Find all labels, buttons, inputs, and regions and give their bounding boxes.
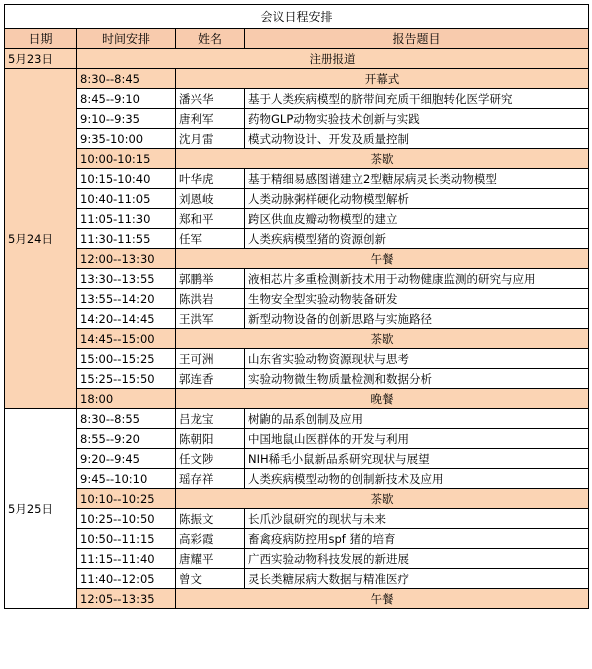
time-cell: 8:45--9:10 xyxy=(77,89,176,109)
table-row xyxy=(5,509,589,529)
talk-title: 长爪沙鼠研究的现状与未来 xyxy=(245,509,589,529)
table-row xyxy=(5,529,589,549)
time-cell: 11:15--11:40 xyxy=(77,549,176,569)
table-row xyxy=(5,109,589,129)
event-row xyxy=(5,69,589,89)
table-row xyxy=(5,449,589,469)
table-title: 会议日程安排 xyxy=(5,5,589,29)
event-title: 注册报道 xyxy=(77,49,589,69)
speaker-name: 唐耀平 xyxy=(176,549,245,569)
speaker-name: 郭连香 xyxy=(176,369,245,389)
table-row xyxy=(5,469,589,489)
speaker-name: 潘兴华 xyxy=(176,89,245,109)
talk-title: 山东省实验动物资源现状与思考 xyxy=(245,349,589,369)
time-cell: 11:40--12:05 xyxy=(77,569,176,589)
schedule-table-container xyxy=(4,4,588,609)
time-cell: 18:00 xyxy=(77,389,176,409)
time-cell: 13:55--14:20 xyxy=(77,289,176,309)
date-cell: 5月23日 xyxy=(5,49,77,69)
header-row xyxy=(5,29,589,49)
talk-title: 药物GLP动物实验技术创新与实践 xyxy=(245,109,589,129)
header-time: 时间安排 xyxy=(77,29,176,49)
table-row xyxy=(5,369,589,389)
time-cell: 15:25--15:50 xyxy=(77,369,176,389)
table-row xyxy=(5,409,589,429)
time-cell: 14:20--14:45 xyxy=(77,309,176,329)
speaker-name: 高彩霞 xyxy=(176,529,245,549)
speaker-name: 王可洲 xyxy=(176,349,245,369)
table-row xyxy=(5,129,589,149)
time-cell: 11:05-11:30 xyxy=(77,209,176,229)
time-cell: 10:00-10:15 xyxy=(77,149,176,169)
schedule-table-body xyxy=(5,5,589,609)
speaker-name: 曾文 xyxy=(176,569,245,589)
time-cell: 8:55--9:20 xyxy=(77,429,176,449)
event-row xyxy=(5,489,589,509)
table-row xyxy=(5,289,589,309)
event-row xyxy=(5,149,589,169)
table-row xyxy=(5,429,589,449)
time-cell: 11:30-11:55 xyxy=(77,229,176,249)
talk-title: 生物安全型实验动物装备研发 xyxy=(245,289,589,309)
time-cell: 15:00--15:25 xyxy=(77,349,176,369)
table-row xyxy=(5,169,589,189)
talk-title: 跨区供血皮瓣动物模型的建立 xyxy=(245,209,589,229)
date-cell: 5月25日 xyxy=(5,409,77,609)
time-cell: 9:20--9:45 xyxy=(77,449,176,469)
title-row xyxy=(5,5,589,29)
time-cell: 10:40-11:05 xyxy=(77,189,176,209)
time-cell: 10:10--10:25 xyxy=(77,489,176,509)
event-title: 午餐 xyxy=(176,249,589,269)
talk-title: 人类动脉粥样硬化动物模型解析 xyxy=(245,189,589,209)
table-row xyxy=(5,209,589,229)
event-title: 茶歇 xyxy=(176,329,589,349)
time-cell: 8:30--8:55 xyxy=(77,409,176,429)
event-row xyxy=(5,249,589,269)
speaker-name: 任军 xyxy=(176,229,245,249)
speaker-name: 任文陟 xyxy=(176,449,245,469)
speaker-name: 郭鹏举 xyxy=(176,269,245,289)
speaker-name: 叶华虎 xyxy=(176,169,245,189)
event-title: 晚餐 xyxy=(176,389,589,409)
time-cell: 10:50--11:15 xyxy=(77,529,176,549)
table-row xyxy=(5,569,589,589)
speaker-name: 吕龙宝 xyxy=(176,409,245,429)
talk-title: 畜禽疫病防控用spf 猪的培育 xyxy=(245,529,589,549)
talk-title: 基于精细易感图谱建立2型糖尿病灵长类动物模型 xyxy=(245,169,589,189)
speaker-name: 陈振文 xyxy=(176,509,245,529)
speaker-name: 瑶存祥 xyxy=(176,469,245,489)
schedule-table xyxy=(4,4,589,609)
speaker-name: 陈朝阳 xyxy=(176,429,245,449)
talk-title: 树鼩的品系创制及应用 xyxy=(245,409,589,429)
speaker-name: 王洪军 xyxy=(176,309,245,329)
event-row xyxy=(5,329,589,349)
table-row xyxy=(5,89,589,109)
time-cell: 10:25--10:50 xyxy=(77,509,176,529)
date-cell: 5月24日 xyxy=(5,69,77,409)
talk-title: 广西实验动物科技发展的新进展 xyxy=(245,549,589,569)
table-row xyxy=(5,229,589,249)
speaker-name: 刘恩岐 xyxy=(176,189,245,209)
speaker-name: 沈月雷 xyxy=(176,129,245,149)
speaker-name: 陈洪岩 xyxy=(176,289,245,309)
table-row xyxy=(5,549,589,569)
event-row xyxy=(5,589,589,609)
table-row xyxy=(5,189,589,209)
time-cell: 12:05--13:35 xyxy=(77,589,176,609)
talk-title: 中国地鼠山医群体的开发与利用 xyxy=(245,429,589,449)
time-cell: 9:10--9:35 xyxy=(77,109,176,129)
time-cell: 14:45--15:00 xyxy=(77,329,176,349)
event-row xyxy=(5,389,589,409)
event-title: 茶歇 xyxy=(176,149,589,169)
table-row xyxy=(5,309,589,329)
talk-title: 灵长类糖尿病大数据与精准医疗 xyxy=(245,569,589,589)
table-row xyxy=(5,349,589,369)
talk-title: 人类疾病模型猪的资源创新 xyxy=(245,229,589,249)
talk-title: 实验动物微生物质量检测和数据分析 xyxy=(245,369,589,389)
event-title: 开幕式 xyxy=(176,69,589,89)
header-name: 姓名 xyxy=(176,29,245,49)
time-cell: 8:30--8:45 xyxy=(77,69,176,89)
talk-title: NIH稀毛小鼠新品系研究现状与展望 xyxy=(245,449,589,469)
talk-title: 新型动物设备的创新思路与实施路径 xyxy=(245,309,589,329)
talk-title: 模式动物设计、开发及质量控制 xyxy=(245,129,589,149)
header-topic: 报告题目 xyxy=(245,29,589,49)
event-title: 午餐 xyxy=(176,589,589,609)
time-cell: 12:00--13:30 xyxy=(77,249,176,269)
speaker-name: 唐利军 xyxy=(176,109,245,129)
talk-title: 基于人类疾病模型的脐带间充质干细胞转化医学研究 xyxy=(245,89,589,109)
time-cell: 10:15-10:40 xyxy=(77,169,176,189)
event-title: 茶歇 xyxy=(176,489,589,509)
time-cell: 13:30--13:55 xyxy=(77,269,176,289)
talk-title: 液相芯片多重检测新技术用于动物健康监测的研究与应用 xyxy=(245,269,589,289)
table-row xyxy=(5,269,589,289)
time-cell: 9:45--10:10 xyxy=(77,469,176,489)
event-row xyxy=(5,49,589,69)
speaker-name: 郑和平 xyxy=(176,209,245,229)
time-cell: 9:35-10:00 xyxy=(77,129,176,149)
talk-title: 人类疾病模型动物的创制新技术及应用 xyxy=(245,469,589,489)
header-date: 日期 xyxy=(5,29,77,49)
